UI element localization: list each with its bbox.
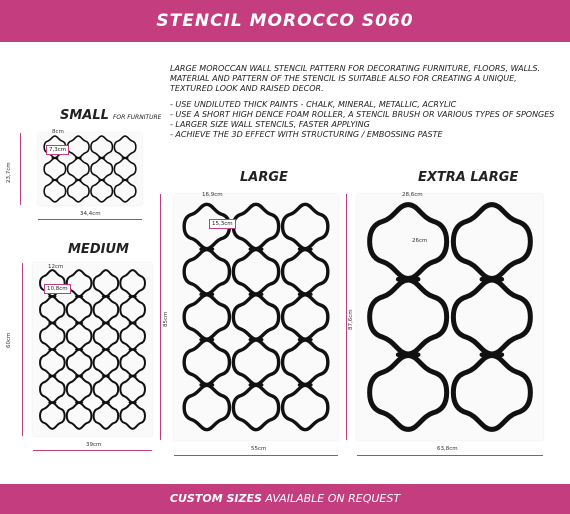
lantern-motif [94,403,119,429]
medium-height: 60cm [6,332,12,348]
xlarge-heading: EXTRA LARGE [418,170,519,185]
lantern-motif [67,376,92,402]
lantern-motif [94,323,119,349]
lantern-motif [453,280,530,354]
footer-banner [0,484,570,514]
lantern-motif [40,297,65,323]
lantern-motif [40,323,65,349]
lantern-motif [94,270,119,296]
lantern-motif [233,250,278,294]
lantern-motif [120,403,145,429]
lantern-motif [40,403,65,429]
lantern-motif [91,158,113,180]
medium-width: 39cm [86,442,102,448]
lantern-motif [184,250,229,294]
small-height: 23,7cm [6,162,12,183]
lantern-motif [233,385,278,429]
lantern-motif [67,297,92,323]
lantern-motif [233,340,278,384]
lantern-motif [120,270,145,296]
lantern-motif [40,350,65,376]
lantern-motif [184,295,229,339]
lantern-motif [94,297,119,323]
lantern-motif [453,355,530,429]
lantern-motif [283,250,328,294]
description-intro: LARGE MOROCCAN WALL STENCIL PATTERN FOR DECORATING FURNITURE, FLOORS, WALLS. MATERIAL AND PATTERN OF THE STENCIL IS SUITABLE ALSO FOR CREATING A UNIQUE, TEXTURED LOOK AND RAISED DECOR. [170,64,541,93]
lantern-motif [114,136,136,158]
large-height: 85cm [163,311,169,327]
stencil-pattern [38,133,142,205]
medium-heading: MEDIUM [68,242,129,257]
footer-text: AVAILABLE ON REQUEST [261,492,401,505]
xlarge-width: 63,8cm [437,446,458,452]
tip-item: - USE A SHORT HIGH DENCE FOAM ROLLER, A STENCIL BRUSH OR VARIOUS TYPES OF SPONGES [170,110,555,119]
small-note: FOR FURNITURE [112,114,162,121]
lantern-motif [233,204,278,248]
lantern-motif [370,205,447,279]
small-label: SMALL [60,108,109,123]
lantern-motif [453,205,530,279]
lantern-motif [370,280,447,354]
dimension-line [33,450,152,451]
stencil-pattern [357,194,543,440]
dimension-line [174,455,338,456]
lantern-motif [67,350,92,376]
xlarge-height: 87,6cm [348,309,354,330]
small-motif-width: 8cm [52,129,64,135]
lantern-motif [44,180,66,202]
lantern-motif [283,204,328,248]
medium-motif-width: 12cm [48,264,64,270]
lantern-motif [94,350,119,376]
dimension-line [346,194,347,440]
lantern-motif [114,158,136,180]
xlarge-motif-height: 26cm [412,238,428,244]
stencil-small [38,133,142,205]
tip-item: - LARGER SIZE WALL STENCILS, FASTER APPLYING [170,120,370,129]
dimension-line [22,263,23,436]
lantern-motif [91,136,113,158]
tips-list [170,100,560,140]
xlarge-motif-width: 28,6cm [402,192,423,198]
lantern-motif [68,180,90,202]
lantern-motif [68,136,90,158]
large-motif-width: 16,9cm [202,192,223,198]
medium-motif-height: 10,8cm [44,284,71,294]
stencil-xlarge [357,194,543,440]
dimension-line [38,219,142,220]
lantern-motif [120,350,145,376]
tip-item: - USE UNDILUTED THICK PAINTS - CHALK, MINERAL, METALLIC, ACRYLIC [170,100,457,109]
lantern-motif [40,376,65,402]
lantern-motif [114,180,136,202]
lantern-motif [370,355,447,429]
large-width: 55cm [251,446,267,452]
footer-bold: CUSTOM SIZES [169,492,262,505]
lantern-motif [91,180,113,202]
description [170,64,560,140]
title-banner [0,0,570,42]
lantern-motif [120,376,145,402]
tip-item: - ACHIEVE THE 3D EFFECT WITH STRUCTURING / EMBOSSING PASTE [170,130,443,139]
stencil-large [174,194,338,440]
dimension-line [160,194,161,440]
lantern-motif [120,297,145,323]
lantern-motif [184,340,229,384]
dimension-line [20,133,21,205]
lantern-motif [283,295,328,339]
lantern-motif [283,385,328,429]
lantern-motif [44,158,66,180]
dimension-line [357,455,543,456]
small-heading [60,108,161,123]
lantern-motif [233,295,278,339]
lantern-motif [68,158,90,180]
lantern-motif [184,385,229,429]
lantern-motif [120,323,145,349]
large-motif-height: 15,3cm [209,219,236,229]
lantern-motif [283,340,328,384]
small-width: 34,4cm [80,211,101,217]
stencil-pattern [174,194,338,440]
small-motif-height: 7,3cm [46,145,69,155]
page-title: STENCIL MOROCCO S060 [156,11,414,31]
lantern-motif [67,403,92,429]
lantern-motif [67,323,92,349]
large-heading: LARGE [240,170,288,185]
lantern-motif [94,376,119,402]
